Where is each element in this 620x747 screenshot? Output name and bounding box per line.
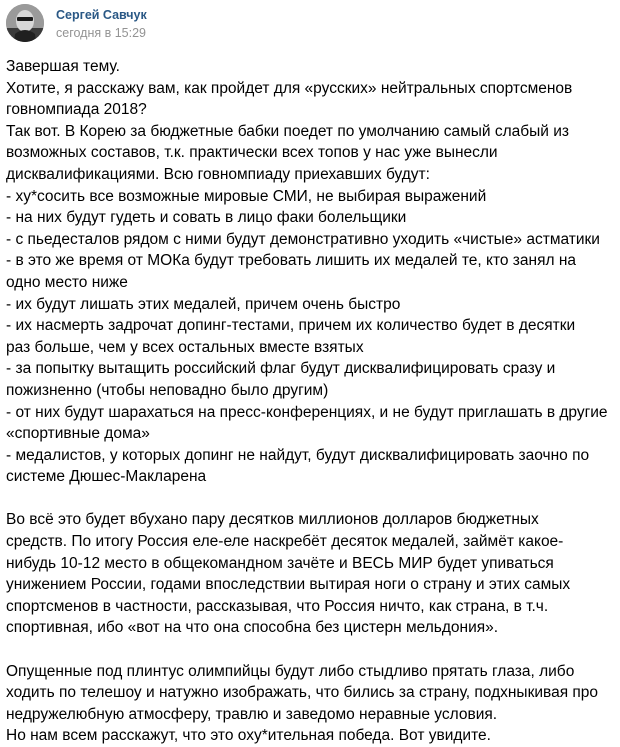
post-text-line: - с пьедесталов рядом с ними будут демонстративно уходить «чистые» астматики [6, 230, 600, 248]
post-text-line: Во всё это будет вбухано пару десятков миллионов долларов бюджетных [6, 511, 539, 529]
post-text-line: ходить по телешоу и натужно изображать, что бились за страну, подхныкивая про [6, 684, 599, 702]
post-text-line: унижением России, годами впоследствии вытирая ноги о страну и этих самых [6, 576, 571, 594]
avatar[interactable] [6, 4, 44, 42]
post-author[interactable]: Сергей Савчук [56, 8, 147, 22]
post-text-line: - от них будут шарахаться на пресс-конференциях, и не будут приглашать в другие [6, 403, 608, 421]
post-text-line: дисквалификациями. Всю говномпиаду приехавших будут: [6, 165, 430, 183]
post-text-line: одно место ниже [6, 273, 128, 291]
post-text-line: раз больше, чем у всех остальных вместе взятых [6, 338, 364, 356]
post-text-line: средств. По итогу Россия еле-еле наскребёт десяток медалей, займёт какое- [6, 533, 564, 551]
paragraph-gap [6, 639, 614, 661]
post-text-line: спортивная, ибо «вот на что она способна без цистерн мельдония». [6, 619, 499, 637]
post-text-line: Но нам всем расскажут, что это оху*ительная победа. Вот увидите. [6, 727, 491, 745]
post-text-line: системе Дюшес-Макларена [6, 468, 207, 486]
avatar-photo-icon [6, 4, 44, 42]
post-text-line: говномпиада 2018? [6, 101, 147, 119]
post-text-line: - их насмерть задрочат допинг-тестами, причем их количество будет в десятки [6, 317, 576, 335]
paragraph-gap [6, 488, 614, 510]
post-text-line: пожизненно (чтобы неповадно было другим) [6, 381, 329, 399]
post-text-line: - ху*сосить все возможные мировые СМИ, не выбирая выражений [6, 187, 487, 205]
post-text-line: - их будут лишать этих медалей, причем очень быстро [6, 295, 401, 313]
post-text-line: - медалистов, у которых допинг не найдут, будут дисквалифицировать заочно по [6, 446, 590, 464]
post-text-line: возможных составов, т.к. практически всех топов у нас уже вынесли [6, 144, 498, 162]
post-text-line: Хотите, я расскажу вам, как пройдет для «русских» нейтральных спортсменов [6, 79, 573, 97]
post-text-line: - на них будут гудеть и совать в лицо факи болельщики [6, 209, 407, 227]
post-text-line: Опущенные под плинтус олимпийцы будут либо стыдливо прятать глаза, либо [6, 662, 575, 680]
post-text-line: нибудь 10-12 место в общекомандном зачёте и ВЕСЬ МИР будет упиваться [6, 554, 554, 572]
post-text-line: - в это же время от МОКа будут требовать лишить их медалей те, кто занял на [6, 252, 577, 270]
post-text-line: Завершая тему. [6, 58, 120, 75]
post-text-line: спортсменов в частности, рассказывая, что Россия ничто, как страна, в т.ч. [6, 597, 549, 615]
post-text [6, 56, 614, 747]
post-text-line: «спортивные дома» [6, 425, 150, 443]
post-text-line: - за попытку вытащить российский флаг будут дисквалифицировать сразу и [6, 360, 556, 378]
post-text-line: недружелюбную атмосферу, травлю и заведомо неравные условия. [6, 705, 498, 723]
post-time[interactable]: сегодня в 15:29 [56, 26, 146, 40]
post-text-line: Так вот. В Корею за бюджетные бабки поедет по умолчанию самый слабый из [6, 122, 570, 140]
